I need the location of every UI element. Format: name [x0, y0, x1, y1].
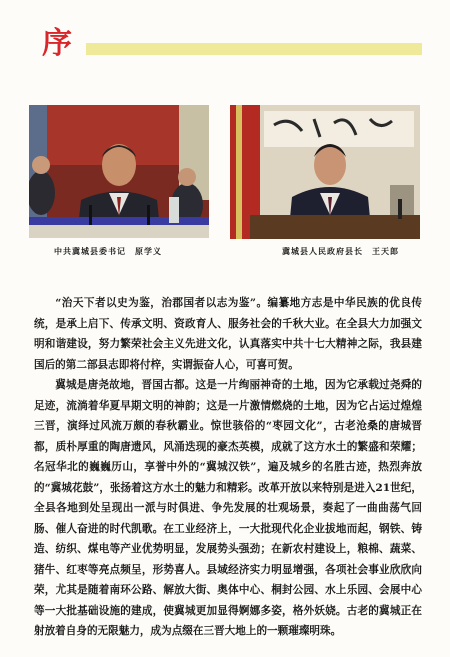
title-decoration-bar	[86, 43, 422, 55]
page-title: 序	[42, 26, 72, 61]
left-photo-caption: 中共冀城县委书记 原学义	[54, 246, 162, 256]
right-photo-caption: 冀城县人民政府县长 王天郎	[282, 246, 399, 256]
preface-body	[34, 293, 422, 642]
paragraph: “治天下者以史为鉴，治郡国者以志为鉴”。编纂地方志是中华民族的优良传统，是承上启下、传承文明、资政育人、服务社会的千秋大业。在全县大力加强文明和谐建设，努力繁荣社会主义先进文化，认真落实中共十七大精神之际，我县建国后的第二部县志即将付梓，实谓振奋人心，可喜可贺。	[34, 297, 422, 371]
party-secretary-photo	[29, 105, 209, 238]
county-mayor-photo	[230, 105, 420, 239]
paragraph: 冀城是唐尧故地，晋国古都。这是一片绚丽神奇的土地，因为它承载过尧舜的足迹，流淌着华夏早期文明的神韵；这是一片激情燃烧的土地，因为它占运过煌煌三晋，演绎过风流万颇的春秋霸业。惊世骇俗的“枣园文化”，古老沧桑的唐城晋都，质朴厚重的陶唐遗风，风涌迭现的豪杰英模，成就了这方水土的繁盛和荣耀；名冠华北的巍巍历山，享誉中外的“冀城汉铁”，遍及城乡的名胜古迹，热烈奔放的“冀城花鼓”，张扬着这方水土的魅力和精彩。改革开放以来特别是进入21世纪，全县各地到处呈现出一派与时俱进、争先发展的壮观场景，奏起了一曲曲荡气回肠、催人奋进的时代凯歌。在工业经济上，一大批现代化企业拔地而起，钢铁、铸造、纺织、煤电等产业优势明显，发展势头强劲；在新农村建设上，粮棉、蔬菜、猪牛、红枣等亮点频呈，形势喜人。县域经济实力明显增强，各项社会事业欣欣向荣，尤其是随着南环公路、解放大街、奥体中心、桐封公园、水上乐园、会展中心等一大批基础设施的建成，使冀城更加显得婀娜多姿，格外妖娆。古老的冀城正在射放着自身的无限魅力，成为点缀在三晋大地上的一颗璀璨明珠。	[34, 379, 422, 637]
